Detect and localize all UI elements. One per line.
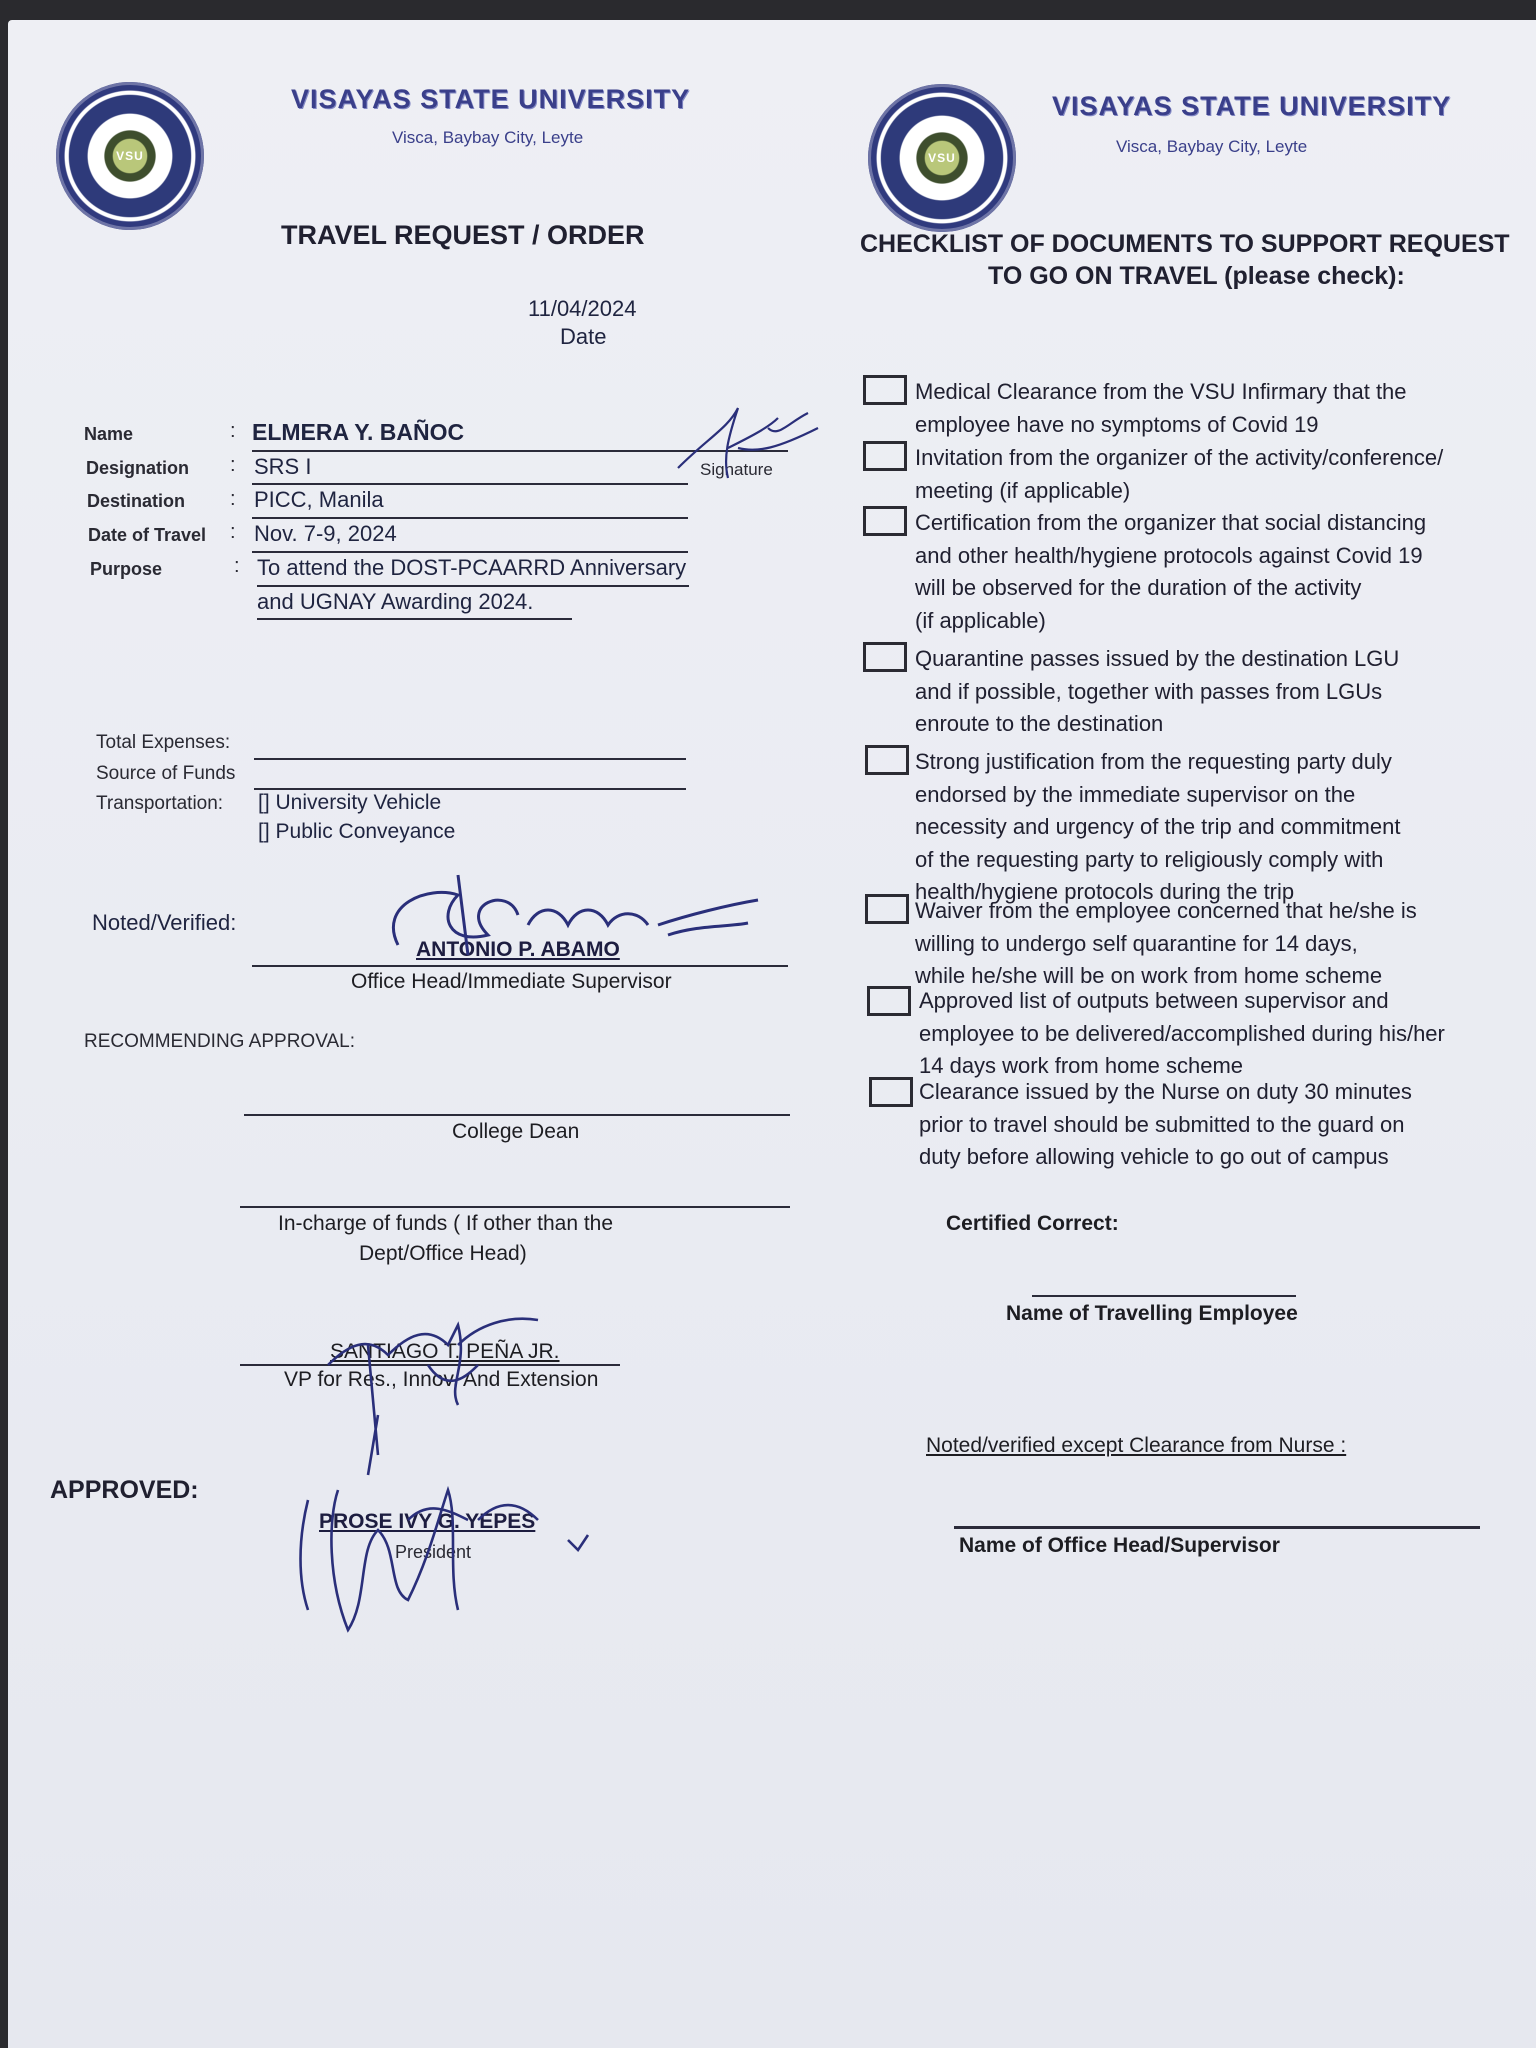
funds-role-line-1: In-charge of funds ( If other than the bbox=[278, 1212, 614, 1235]
designation-label: Designation bbox=[86, 458, 190, 478]
vp-signatory-name: SANTIAGO T. PEÑA JR. bbox=[330, 1340, 560, 1363]
recommending-approval-label: RECOMMENDING APPROVAL: bbox=[84, 1031, 355, 1052]
destination-colon: : bbox=[230, 488, 236, 510]
name-underline bbox=[252, 450, 788, 452]
purpose-colon: : bbox=[234, 555, 240, 577]
designation-colon: : bbox=[230, 454, 236, 476]
checklist-item-3-line-3: will be observed for the duration of the activity bbox=[915, 575, 1362, 600]
checklist-title-line-2: TO GO ON TRAVEL (please check): bbox=[988, 262, 1405, 290]
signature-pena-icon bbox=[308, 1305, 568, 1485]
noted-role: Office Head/Immediate Supervisor bbox=[351, 970, 672, 993]
date-of-travel-value: Nov. 7-9, 2024 bbox=[254, 521, 397, 546]
checklist-checkbox-4[interactable] bbox=[863, 642, 907, 672]
checklist-checkbox-7[interactable] bbox=[867, 986, 911, 1016]
funds-role-line-2: Dept/Office Head) bbox=[359, 1242, 527, 1265]
checklist-checkbox-2[interactable] bbox=[863, 441, 907, 471]
checklist-item-8-line-1: Clearance issued by the Nurse on duty 30 minutes bbox=[919, 1079, 1412, 1104]
checklist-item-6-line-3: while he/she will be on work from home scheme bbox=[915, 963, 1383, 988]
university-seal-left bbox=[56, 82, 204, 230]
transportation-label: Transportation: bbox=[96, 793, 224, 814]
checklist-item-5-line-2: endorsed by the immediate supervisor on the bbox=[915, 781, 1356, 807]
document-sheet bbox=[8, 20, 1536, 2048]
total-expenses-line bbox=[254, 758, 686, 760]
checklist-item-2-line-1: Invitation from the organizer of the activity/conference/ bbox=[915, 445, 1444, 470]
checklist-item-8-line-2: prior to travel should be submitted to the guard on bbox=[919, 1111, 1405, 1137]
date-of-travel-colon: : bbox=[230, 521, 236, 543]
checklist-item-6-line-2: willing to undergo self quarantine for 14 days, bbox=[915, 930, 1358, 956]
checklist-title-line-1: CHECKLIST OF DOCUMENTS TO SUPPORT REQUEST bbox=[860, 230, 1510, 258]
purpose-line-1: To attend the DOST-PCAARRD Anniversary bbox=[257, 555, 687, 580]
office-head-role: Name of Office Head/Supervisor bbox=[959, 1534, 1280, 1557]
approved-label: APPROVED: bbox=[50, 1476, 199, 1504]
checklist-checkbox-3[interactable] bbox=[863, 506, 907, 536]
designation-value: SRS I bbox=[254, 454, 312, 479]
checklist-item-7-line-2: employee to be delivered/accomplished during his/her bbox=[919, 1020, 1445, 1046]
checklist-item-3-line-2: and other health/hygiene protocols against Covid 19 bbox=[915, 542, 1423, 568]
office-head-line bbox=[954, 1526, 1480, 1529]
destination-value: PICC, Manila bbox=[254, 487, 384, 512]
funds-signature-line bbox=[240, 1206, 790, 1208]
checklist-item-4-line-2: and if possible, together with passes from LGUs bbox=[915, 678, 1383, 704]
dean-role: College Dean bbox=[452, 1120, 580, 1143]
name-label: Name bbox=[84, 424, 134, 444]
seal-emblem-icon: VSU bbox=[116, 149, 144, 163]
certified-correct-label: Certified Correct: bbox=[946, 1212, 1119, 1235]
checklist-item-1-line-1: Medical Clearance from the VSU Infirmary that the bbox=[915, 379, 1407, 404]
vp-signature-line bbox=[240, 1364, 620, 1366]
noted-verified-label: Noted/Verified: bbox=[92, 910, 237, 935]
right-university-name: VISAYAS STATE UNIVERSITY bbox=[1052, 91, 1452, 121]
destination-underline bbox=[252, 517, 688, 519]
checklist-item-5-line-5: health/hygiene protocols during the trip bbox=[915, 879, 1295, 904]
checklist-item-8-line-3: duty before allowing vehicle to go out of campus bbox=[919, 1144, 1389, 1169]
travel-request-title: TRAVEL REQUEST / ORDER bbox=[281, 220, 645, 250]
dean-signature-line bbox=[244, 1114, 790, 1116]
option-university-vehicle: [] University Vehicle bbox=[258, 791, 442, 814]
total-expenses-label: Total Expenses: bbox=[96, 732, 231, 753]
approved-role: President bbox=[395, 1542, 472, 1562]
checklist-item-5-line-4: of the requesting party to religiously comply with bbox=[915, 846, 1384, 872]
left-university-address: Visca, Baybay City, Leyte bbox=[392, 128, 584, 147]
checklist-item-4-line-1: Quarantine passes issued by the destination LGU bbox=[915, 646, 1400, 671]
checklist-item-5-line-1: Strong justification from the requesting party duly bbox=[915, 749, 1392, 774]
signature-label: Signature bbox=[700, 460, 773, 479]
date-of-travel-underline bbox=[252, 551, 688, 553]
name-colon: : bbox=[230, 420, 236, 442]
purpose-label: Purpose bbox=[90, 559, 163, 579]
checklist-item-6-line-1: Waiver from the employee concerned that he/she is bbox=[915, 898, 1417, 923]
approved-signatory-name: PROSE IVY G. YEPES bbox=[319, 1510, 536, 1533]
checklist-item-1-line-2: employee have no symptoms of Covid 19 bbox=[915, 411, 1319, 437]
travelling-employee-role: Name of Travelling Employee bbox=[1006, 1302, 1298, 1325]
right-university-address: Visca, Baybay City, Leyte bbox=[1116, 137, 1308, 156]
checklist-item-7-line-3: 14 days work from home scheme bbox=[919, 1053, 1244, 1078]
checklist-checkbox-1[interactable] bbox=[863, 375, 907, 405]
noted-signatory-name: ANTONIO P. ABAMO bbox=[416, 938, 620, 961]
checklist-item-2-line-2: meeting (if applicable) bbox=[915, 477, 1131, 503]
purpose-underline-2 bbox=[257, 618, 572, 620]
name-value: ELMERA Y. BAÑOC bbox=[252, 419, 465, 445]
travelling-employee-line bbox=[1032, 1295, 1296, 1297]
vp-role: VP for Res., Innov. And Extension bbox=[284, 1368, 599, 1391]
checklist-item-3-line-4: (if applicable) bbox=[915, 607, 1046, 633]
date-of-travel-label: Date of Travel bbox=[88, 525, 207, 545]
checklist-item-7-line-1: Approved list of outputs between supervisor and bbox=[919, 988, 1389, 1013]
purpose-underline-1 bbox=[257, 585, 689, 587]
checklist-item-5-line-3: necessity and urgency of the trip and commitment bbox=[915, 814, 1401, 839]
checklist-item-3-line-1: Certification from the organizer that social distancing bbox=[915, 510, 1427, 535]
seal-emblem-icon: VSU bbox=[928, 151, 956, 165]
date-value: 11/04/2024 bbox=[528, 296, 637, 321]
noted-except-nurse-label: Noted/verified except Clearance from Nurse : bbox=[926, 1434, 1347, 1457]
option-public-conveyance: [] Public Conveyance bbox=[258, 820, 456, 843]
checklist-item-4-line-3: enroute to the destination bbox=[915, 711, 1164, 736]
university-seal-right bbox=[868, 84, 1016, 232]
checklist-checkbox-8[interactable] bbox=[869, 1077, 913, 1107]
purpose-line-2: and UGNAY Awarding 2024. bbox=[257, 589, 534, 614]
left-university-name: VISAYAS STATE UNIVERSITY bbox=[291, 84, 691, 114]
checklist-checkbox-6[interactable] bbox=[865, 894, 909, 924]
source-of-funds-label: Source of Funds bbox=[96, 763, 236, 784]
noted-signature-line bbox=[252, 965, 788, 967]
source-of-funds-line bbox=[254, 788, 686, 790]
designation-underline bbox=[252, 483, 688, 485]
date-label: Date bbox=[560, 324, 607, 349]
checklist-checkbox-5[interactable] bbox=[865, 745, 909, 775]
destination-label: Destination bbox=[87, 491, 186, 511]
